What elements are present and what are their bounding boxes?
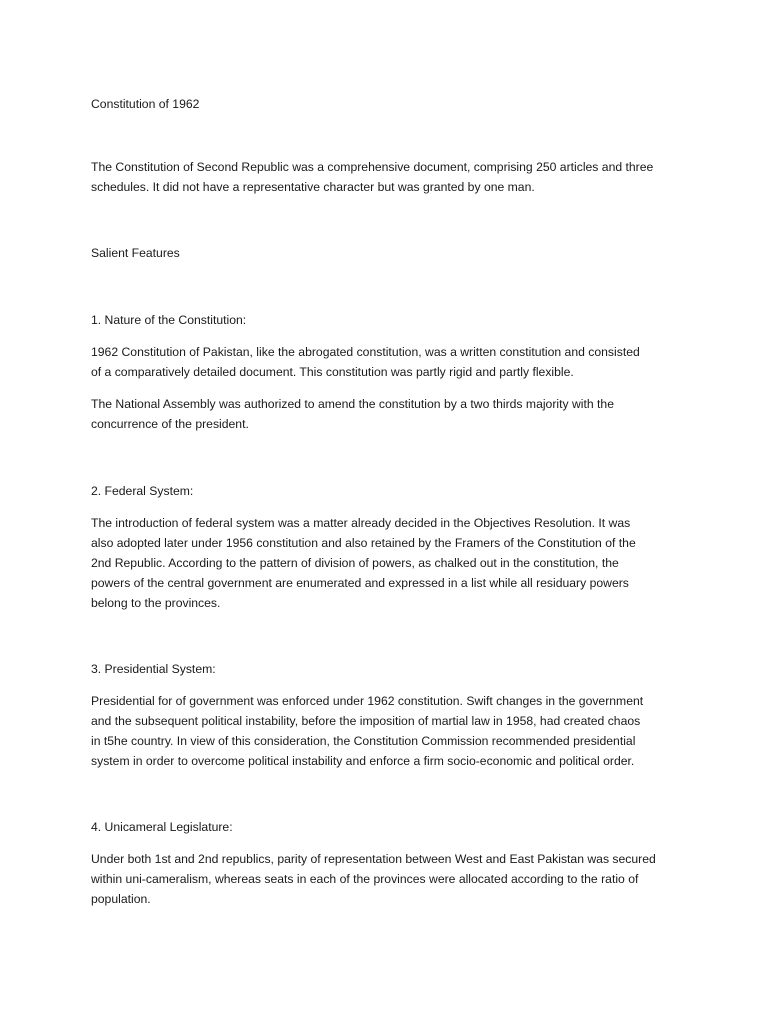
document-title: Constitution of 1962 — [91, 97, 200, 111]
paragraph-line: within uni-cameralism, whereas seats in each of the provinces were allocated according to the ratio of — [91, 872, 639, 886]
paragraph-line: 2nd Republic. According to the pattern of division of powers, as chalked out in the constitution, the — [91, 556, 619, 570]
paragraph-line: Presidential for of government was enforced under 1962 constitution. Swift changes in the government — [91, 694, 644, 708]
paragraph-line: powers of the central government are enumerated and expressed in a list while all residuary powers — [91, 576, 629, 590]
paragraph-line: system in order to overcome political instability and enforce a firm socio-economic and political order. — [91, 754, 635, 768]
paragraph-line: concurrence of the president. — [91, 417, 249, 431]
intro-line: The Constitution of Second Republic was a comprehensive document, comprising 250 articles and three — [91, 160, 654, 174]
section-heading-federal: 2. Federal System: — [91, 484, 194, 498]
section-heading-presidential: 3. Presidential System: — [91, 662, 216, 676]
section-heading-nature: 1. Nature of the Constitution: — [91, 313, 247, 327]
paragraph-line: population. — [91, 892, 151, 906]
paragraph-line: Under both 1st and 2nd republics, parity of representation between West and East Pakistan was secured — [91, 852, 656, 866]
salient-features-heading: Salient Features — [91, 246, 180, 260]
section-heading-unicameral: 4. Unicameral Legislature: — [91, 820, 233, 834]
intro-line: schedules. It did not have a representative character but was granted by one man. — [91, 180, 535, 194]
paragraph-line: in t5he country. In view of this consideration, the Constitution Commission recommended presidential — [91, 734, 636, 748]
paragraph-line: The introduction of federal system was a matter already decided in the Objectives Resolution. It was — [91, 516, 631, 530]
paragraph-line: and the subsequent political instability, before the imposition of martial law in 1958, had created chaos — [91, 714, 641, 728]
paragraph-line: The National Assembly was authorized to amend the constitution by a two thirds majority with the — [91, 397, 614, 411]
paragraph-line: also adopted later under 1956 constitution and also retained by the Framers of the Constitution of the — [91, 536, 636, 550]
paragraph-line: belong to the provinces. — [91, 596, 221, 610]
paragraph-line: 1962 Constitution of Pakistan, like the abrogated constitution, was a written constitution and consisted — [91, 345, 640, 359]
paragraph-line: of a comparatively detailed document. This constitution was partly rigid and partly flexible. — [91, 365, 574, 379]
